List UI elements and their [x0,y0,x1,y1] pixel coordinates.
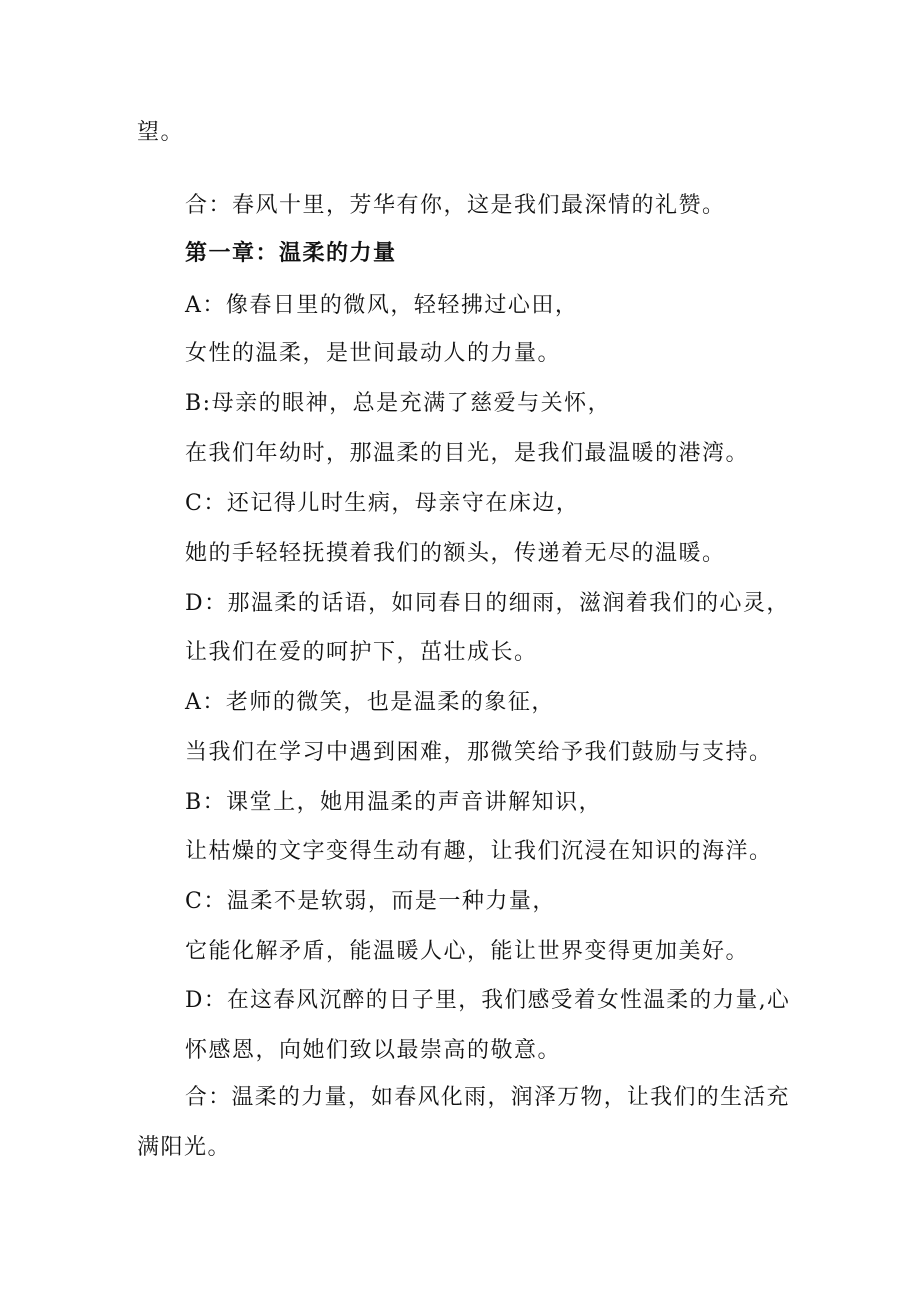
chapter-heading: 第一章：温柔的力量 [185,240,397,266]
text-line-17: 它能化解矛盾，能温暖人心，能让世界变得更加美好。 [185,939,750,964]
text-line-16: C：温柔不是软弱，而是一种力量， [185,889,556,914]
text-line-6: B:母亲的眼神，总是充满了慈爱与关怀， [185,391,612,416]
text-line-8: C：还记得儿时生病，母亲守在床边， [185,491,580,516]
text-line-11: 让我们在爱的呵护下，茁壮成长。 [185,640,538,665]
text-line-9: 她的手轻轻抚摸着我们的额头，传递着无尽的温暖。 [185,541,726,566]
text-line-21: 满阳光。 [137,1135,232,1160]
text-line-13: 当我们在学习中遇到困难，那微笑给予我们鼓励与支持。 [185,740,773,765]
text-line-10: D：那温柔的话语，如同春日的细雨，滋润着我们的心灵， [185,591,790,616]
text-line-19: 怀感恩，向她们致以最崇高的敬意。 [185,1038,562,1063]
text-line-7: 在我们年幼时，那温柔的目光，是我们最温暖的港湾。 [185,441,750,466]
text-line-5: 女性的温柔，是世间最动人的力量。 [185,341,562,366]
text-line-15: 让枯燥的文字变得生动有趣，让我们沉浸在知识的海洋。 [185,839,773,864]
text-line-18: D：在这春风沉醉的日子里，我们感受着女性温柔的力量,心 [185,988,791,1013]
text-line-4: A：像春日里的微风，轻轻拂过心田， [185,293,579,318]
text-line-20: 合：温柔的力量，如春风化雨，润泽万物，让我们的生活充 [185,1085,790,1110]
text-line-1: 望。 [137,120,185,145]
text-line-12: A：老师的微笑，也是温柔的象征， [185,690,555,715]
text-line-14: B：课堂上，她用温柔的声音讲解知识， [185,790,603,815]
text-line-2: 合：春风十里，芳华有你，这是我们最深情的礼赞。 [185,193,726,218]
